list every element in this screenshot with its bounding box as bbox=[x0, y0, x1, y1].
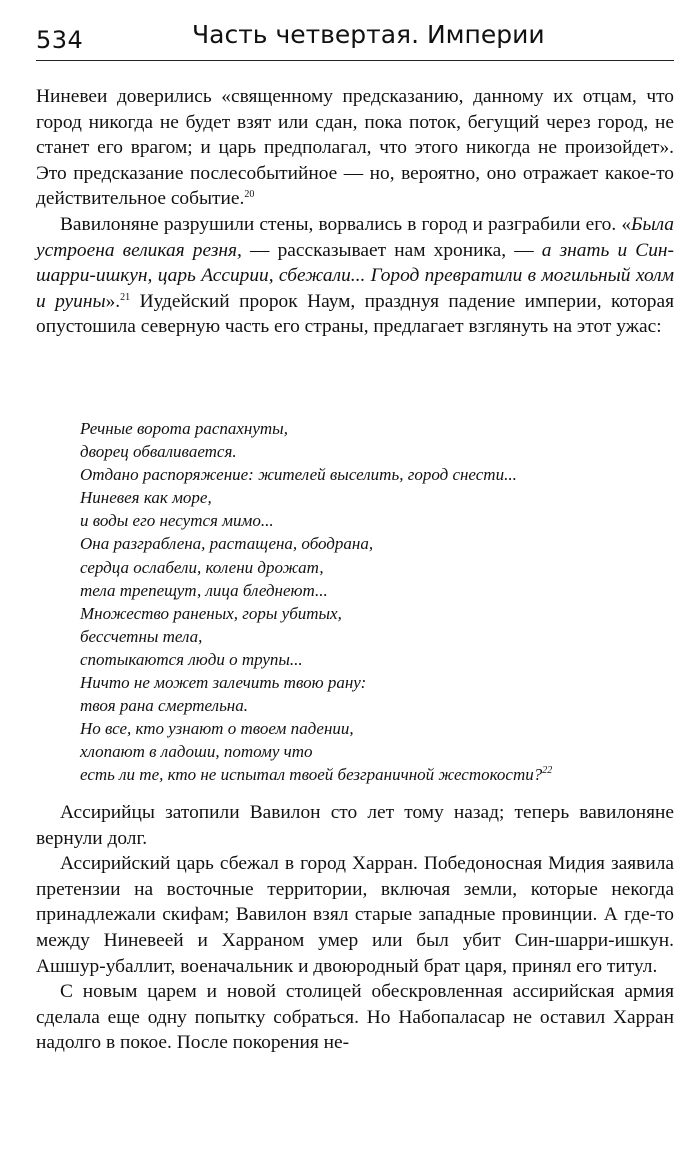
main-text-top bbox=[36, 84, 674, 340]
page-header bbox=[36, 14, 674, 61]
chronicle-quote-1: Была устроена великая резня, bbox=[36, 213, 674, 261]
footnote-ref-20: 20 bbox=[244, 189, 255, 201]
paragraph-babylonian-sack: Вавилоняне разрушили стены, ворвались в город и разграбили его. «Была устроена великая резня, — рассказывает нам хроника, — а знать и Син-шарри-ишкун, царь Ассирии, сбежали... Город превратили в могильный холм и руины».$^{21}$ Иудейский пророк Наум, празднуя падение империи, которая опустошила северную часть его страны, предлагает взглянуть на этот ужас: bbox=[36, 213, 674, 338]
paragraph-new-king: С новым царем и новой столицей обескровленная ассирийская армия сделала еще одну попытку собраться. Но Набопаласар не оставил Харран надолго в покое. После покорения не- bbox=[36, 981, 674, 1054]
poem-line: Ничто не может залечить твою рану: bbox=[80, 673, 367, 693]
poem-line-last: есть ли те, кто не испытал твоей безграничной жестокости?$^{22}$ bbox=[80, 765, 553, 785]
paragraph-nineveh-prophecy: Ниневеи доверились «священному предсказанию, данному их отцам, что город никогда не будет взят или сдан, пока поток, бегущий через город, не станет его врагом; и царь предполагал, что этого никогда не произойдет». Это предсказание послесобытийное — но, вероятно, оно отражает какое-то действительное событие.$^{20}$ bbox=[36, 86, 674, 210]
running-title: Часть четвертая. Империи bbox=[192, 20, 545, 49]
poem-line: Множество раненых, горы убитых, bbox=[80, 603, 342, 623]
chronicle-quote-2: а знать и Син-шарри-ишкун, царь Ассирии, сбежали... Город превратили в могильный холм и руины bbox=[36, 239, 674, 312]
footnote-ref-22: 22 bbox=[542, 765, 553, 777]
poem-line: сердца ослабели, колени дрожат, bbox=[80, 557, 324, 577]
poem-line: хлопают в ладоши, потому что bbox=[80, 742, 313, 762]
footnote-ref-21: 21 bbox=[120, 291, 131, 303]
poem-line: спотыкаются люди о трупы... bbox=[80, 649, 303, 669]
page-number: 534 bbox=[36, 26, 84, 54]
poem-line: Речные ворота распахнуты, bbox=[80, 419, 288, 438]
poem-line: Отдано распоряжение: жителей выселить, город снести... bbox=[80, 465, 517, 485]
poem-line: дворец обваливается. bbox=[80, 442, 237, 462]
poem-line: тела трепещут, лица бледнеют... bbox=[80, 580, 328, 600]
poem-line: твоя рана смертельна. bbox=[80, 696, 248, 716]
main-text-bottom bbox=[36, 800, 674, 1056]
paragraph-harran-flight: Ассирийский царь сбежал в город Харран. Победоносная Мидия заявила претензии на восточные территории, включая земли, которые некогда принадлежали скифам; Вавилон взял старые западные провинции. А где-то между Ниневеей и Харраном умер или был убит Син-шарри-ишкун. Ашшур-убаллит, военачальник и двоюродный брат царя, принял его титул. bbox=[36, 853, 674, 977]
poem-line: бессчетны тела, bbox=[80, 626, 203, 646]
nahum-poem bbox=[80, 417, 680, 787]
poem-line: Она разграблена, растащена, ободрана, bbox=[80, 534, 374, 554]
poem-line: Ниневея как море, bbox=[80, 488, 212, 508]
poem-line: Но все, кто узнают о твоем падении, bbox=[80, 719, 354, 739]
poem-line: и воды его несутся мимо... bbox=[80, 511, 274, 531]
paragraph-debt-repaid: Ассирийцы затопили Вавилон сто лет тому назад; теперь вавилоняне вернули долг. bbox=[36, 802, 674, 849]
